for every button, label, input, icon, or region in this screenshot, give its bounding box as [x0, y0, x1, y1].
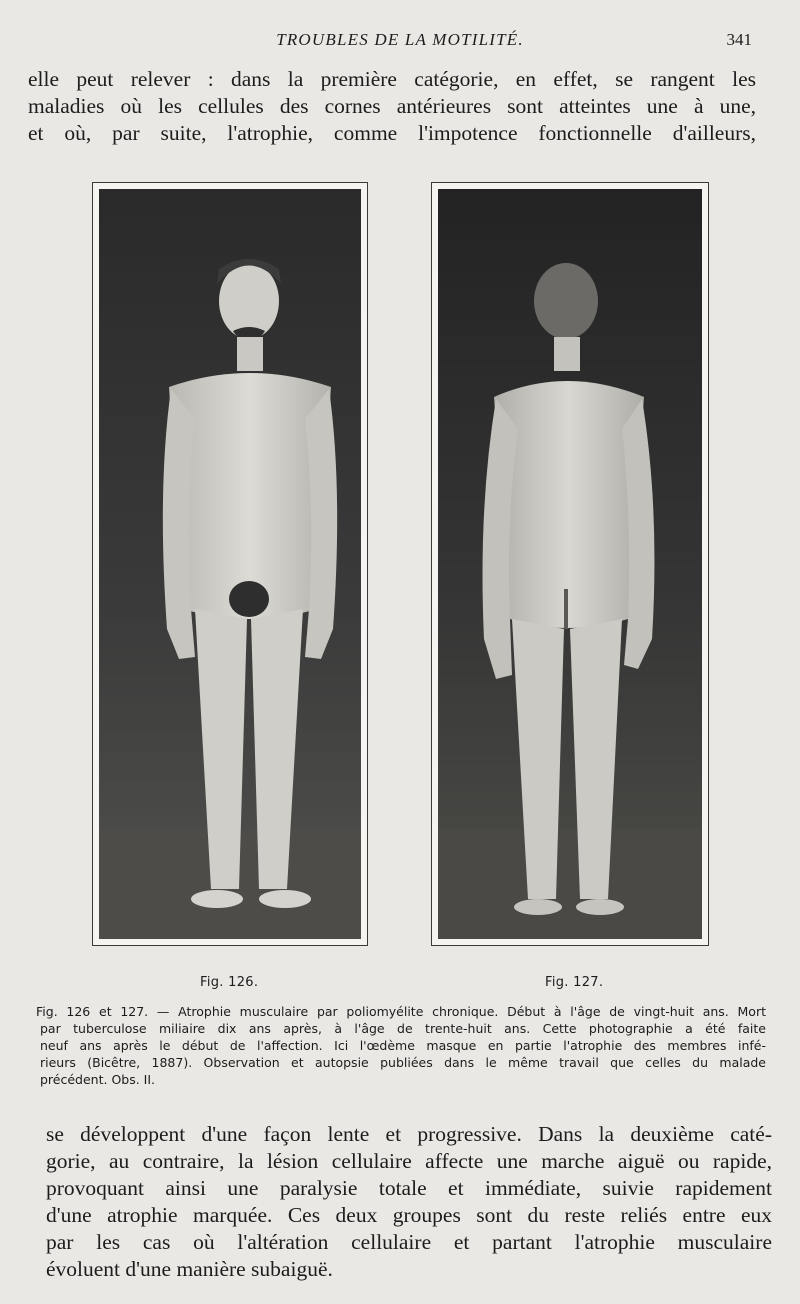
caption-line: rieurs (Bicêtre, 1887). Observation et autopsie publiées dans le même travail que celles du malade — [40, 1055, 766, 1070]
paragraph-bottom — [46, 1121, 772, 1283]
caption-line: précédent. Obs. II. — [40, 1072, 156, 1087]
text-line: par les cas où l'altération cellulaire et partant l'atrophie musculaire — [46, 1230, 772, 1254]
figure-127-photograph — [431, 182, 709, 946]
caption-line: Fig. 126 et 127. — Atrophie musculaire par poliomyélite chronique. Début à l'âge de vingt-huit ans. Mort — [36, 1004, 766, 1019]
back-view-figure — [438, 189, 702, 939]
running-title: TROUBLES DE LA MOTILITÉ. — [276, 30, 524, 49]
text-line: et où, par suite, l'atrophie, comme l'impotence fonctionnelle d'ailleurs, — [28, 121, 756, 145]
caption-line: par tuberculose miliaire dix ans après, à l'âge de trente-huit ans. Cette photographie a été faite — [40, 1021, 766, 1036]
text-line: évoluent d'une manière subaiguë. — [46, 1257, 333, 1281]
text-line: se développent d'une façon lente et progressive. Dans la deuxième caté- — [46, 1122, 772, 1146]
text-line: d'une atrophie marquée. Ces deux groupes sont du reste reliés entre eux — [46, 1203, 772, 1227]
paragraph-top — [28, 66, 756, 147]
text-line: elle peut relever : dans la première catégorie, en effet, se rangent les — [28, 67, 756, 91]
figure-126-label: Fig. 126. — [200, 975, 259, 990]
figure-caption — [36, 1003, 766, 1088]
front-view-figure — [99, 189, 361, 939]
running-head — [0, 30, 800, 52]
text-line: provoquant ainsi une paralysie totale et immédiate, suivie rapidement — [46, 1176, 772, 1200]
text-line: gorie, au contraire, la lésion cellulaire affecte une marche aiguë ou rapide, — [46, 1149, 772, 1173]
figure-126-photograph — [92, 182, 368, 946]
caption-line: neuf ans après le début de l'affection. Ici l'œdème masque en partie l'atrophie des membres infé- — [40, 1038, 766, 1053]
text-line: maladies où les cellules des cornes antérieures sont atteintes une à une, — [28, 94, 756, 118]
figure-127-label: Fig. 127. — [545, 975, 604, 990]
page-number: 341 — [726, 30, 752, 49]
